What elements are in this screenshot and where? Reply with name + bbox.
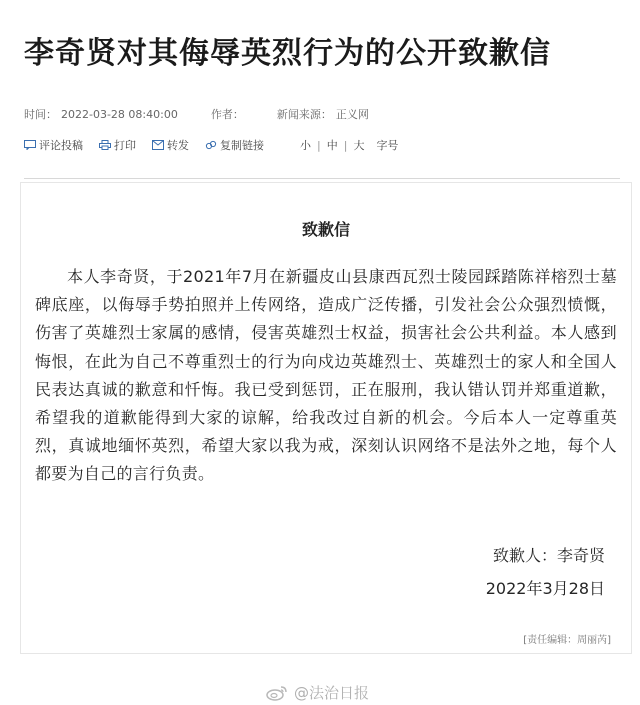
link-icon — [205, 140, 217, 150]
font-size-large[interactable]: 大 — [353, 139, 365, 152]
article-meta — [24, 106, 373, 122]
copy-link-button[interactable] — [205, 137, 264, 153]
time-label: 时间： — [24, 108, 57, 121]
time-value: 2022-03-28 08:40:00 — [61, 108, 178, 121]
copy-link-label: 复制链接 — [220, 139, 264, 152]
letter-body: 本人李奇贤，于2021年7月在新疆皮山县康西瓦烈士陵园踩踏陈祥榕烈士墓碑底座，以侮辱手势拍照并上传网络，造成广泛传播，引发社会公众强烈愤慨，伤害了英雄烈士家属的感情，侵害英雄烈士权益，损害社会公共利益。本人感到悔恨，在此为自己不尊重烈士的行为向戍边英雄烈士、英雄烈士的家人和全国人民表达真诚的歉意和忏悔。我已受到惩罚，正在服刑，我认错认罚并郑重道歉，希望我的道歉能得到大家的谅解，给我改过自新的机会。今后本人一定尊重英烈，真诚地缅怀英烈，希望大家以我为戒，深刻认识网络不是法外之地，每个人都要为自己的言行负责。 — [35, 267, 617, 484]
font-size-medium[interactable]: 中 — [326, 139, 338, 152]
comment-icon — [24, 140, 36, 150]
font-size-small[interactable]: 小 — [300, 139, 311, 152]
print-label: 打印 — [114, 139, 136, 152]
mail-icon — [152, 140, 164, 150]
letter-signature: 致歉人：李奇贤 — [492, 546, 605, 565]
weibo-watermark — [266, 682, 369, 703]
forward-button[interactable] — [152, 137, 189, 153]
weibo-icon — [266, 685, 288, 701]
letter-title: 致歉信 — [301, 220, 350, 239]
font-size-label: 字号 — [376, 139, 399, 152]
watermark-text: @法治日报 — [294, 684, 370, 702]
source-label: 新闻来源： — [276, 108, 332, 121]
print-icon — [99, 140, 111, 150]
author-label: 作者： — [210, 108, 244, 121]
article-toolbar — [24, 137, 404, 153]
letter-date: 2022年3月28日 — [485, 579, 605, 598]
article-title: 李奇贤对其侮辱英烈行为的公开致歉信 — [24, 36, 551, 71]
print-button[interactable] — [99, 137, 136, 153]
source-value: 正义网 — [335, 108, 369, 121]
comment-label: 评论投稿 — [39, 139, 83, 152]
header-divider — [24, 178, 620, 179]
responsible-editor: [责任编辑：周丽芮] — [523, 635, 611, 646]
letter-image — [20, 182, 632, 654]
forward-label: 转发 — [167, 139, 189, 152]
comment-button[interactable] — [24, 137, 83, 153]
font-size-control: 小 | 中 | 大 字号 — [294, 137, 404, 153]
